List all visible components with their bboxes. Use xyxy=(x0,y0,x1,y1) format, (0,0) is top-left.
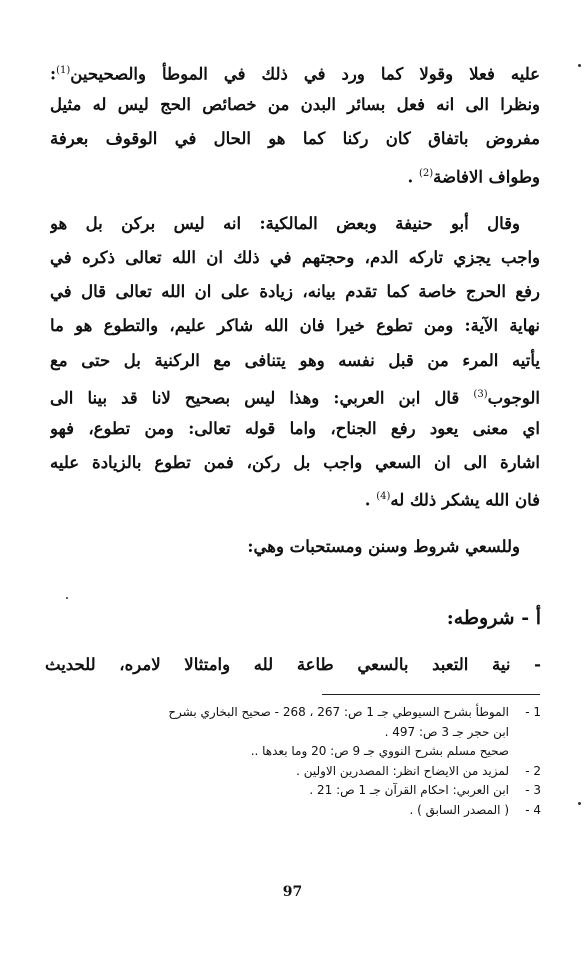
scan-speck xyxy=(578,64,581,67)
footnote: 3 -ابن العربي: احكام القرآن جـ 1 ص: 21 . xyxy=(309,783,541,798)
footnote-divider xyxy=(322,694,540,695)
page-number: 97 xyxy=(282,884,303,900)
text-line: فان الله يشكر ذلك له$^{(4)}$ . xyxy=(364,490,540,510)
footnote: 1 -الموطأ بشرح السيوطي جـ 1 ص: 267 ، 268 - صحيح البخاري بشرح xyxy=(168,705,541,719)
footnote-ref: (4) xyxy=(376,491,391,503)
text-line: اشارة الى ان السعي واجب بل ركن، فمن تطوع بالزيادة عليه xyxy=(50,453,540,473)
footnote: 2 -لمزيد من الايضاح انظر: المصدرين الاولين . xyxy=(296,763,541,778)
paragraph-1 xyxy=(50,54,540,191)
paragraph-2 xyxy=(50,207,540,515)
text-line: الوجوب$^{(3)}$ قال ابن العربي: وهذا ليس بصحيح لانا قد بينا الى xyxy=(50,388,540,408)
section-heading: أ - شروطه: xyxy=(446,607,541,629)
text-line: وقال أبو حنيفة وبعض المالكية: انه ليس بركن بل هو xyxy=(50,213,520,233)
text-line: واجب يجزي تاركه الدم، وحجتهم في ذلك ان الله تعالى ذكره في xyxy=(50,247,540,267)
footnotes xyxy=(45,703,541,821)
footnote-ref: (1) xyxy=(56,65,71,76)
footnote-continuation: صحيح مسلم بشرح النووي جـ 9 ص: 20 وما بعدها .. xyxy=(250,744,509,759)
scan-speck xyxy=(578,802,581,805)
text-line: مفروض باتفاق كان ركنا كما هو الحال في الوقوف بعرفة xyxy=(50,129,540,149)
text-line: عليه فعلا وقولا كما ورد في ذلك في الموطأ والصحيحين$^{(1)}$: xyxy=(50,64,540,84)
text-line: - نية التعبد بالسعي طاعة لله وامتثالا لامره، للحديث xyxy=(45,655,541,674)
text-line: وللسعي شروط وسنن ومستحبات وهي: xyxy=(247,537,520,557)
footnote-ref: (3) xyxy=(473,388,488,400)
footnote-ref: (2) xyxy=(418,167,434,179)
scan-speck xyxy=(66,597,68,599)
text-line: رفع الحرج خاصة كما تقدم بيانه، زيادة على ان الله تعالى قال في xyxy=(50,282,540,302)
main-text xyxy=(50,54,540,565)
text-line: ونظرا الى انه فعل بسائر البدن من خصائص الحج ليس له مثيل xyxy=(50,95,540,115)
paragraph-3 xyxy=(50,530,540,564)
footnote-continuation: ابن حجر جـ 3 ص: 497 . xyxy=(384,724,509,739)
text-line: وطواف الافاضة$^{(2)}$ . xyxy=(407,167,540,187)
text-line: نهاية الآية: ومن تطوع خيرا فان الله شاكر عليم، والتطوع هو ما xyxy=(50,316,540,336)
text-line: اي معنى يعود رفع الجناح، واما قوله تعالى: ومن تطوع، فهو xyxy=(50,418,540,438)
text-line: يأتيه المرء من قبل نفسه وهو يتنافى مع الركنية بل حتى مع xyxy=(50,350,540,370)
footnote: 4 -( المصدر السابق ) . xyxy=(409,802,541,817)
